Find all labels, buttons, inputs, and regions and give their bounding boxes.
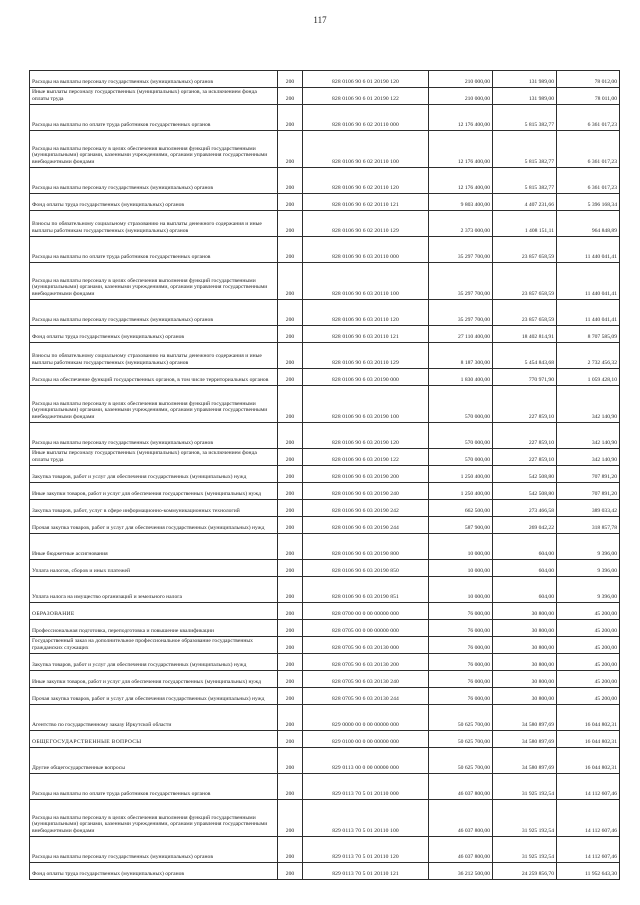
row-name: Расходы на выплаты персоналу государственных (муниципальных) органов	[30, 168, 278, 194]
row-line-code: 200	[278, 748, 303, 774]
row-approved-amount: 570 000,00	[429, 423, 493, 449]
row-unexecuted-amount: 9 396,00	[557, 534, 620, 560]
table-row	[30, 237, 620, 263]
row-name: Фонд оплаты труда государственных (муниципальных) органов	[30, 863, 278, 880]
row-line-code: 200	[278, 326, 303, 343]
row-executed-amount: 227 859,10	[493, 386, 557, 423]
row-line-code: 200	[278, 637, 303, 654]
row-executed-amount: 5 815 382,77	[493, 105, 557, 131]
row-unexecuted-amount: 16 044 802,31	[557, 748, 620, 774]
row-name: Взносы по обязательному социальному страхованию на выплаты денежного содержания и иные выплаты работникам государственных (муниципальных) органов	[30, 343, 278, 369]
table-row	[30, 560, 620, 577]
row-unexecuted-amount: 45 200,00	[557, 671, 620, 688]
row-line-code: 200	[278, 466, 303, 483]
row-executed-amount: 34 580 897,69	[493, 705, 557, 731]
row-name: Фонд оплаты труда государственных (муниципальных) органов	[30, 194, 278, 211]
row-approved-amount: 10 000,00	[429, 560, 493, 577]
row-line-code: 200	[278, 560, 303, 577]
row-approved-amount: 46 037 800,00	[429, 774, 493, 800]
row-budget-code: 829 0113 70 5 01 20110 100	[303, 800, 429, 837]
row-line-code: 200	[278, 483, 303, 500]
row-approved-amount: 10 000,00	[429, 577, 493, 603]
row-name: Иные выплаты персоналу государственных (муниципальных) органов, за исключением фонда оплаты труда	[30, 88, 278, 105]
row-name: Расходы на выплаты по оплате труда работников государственных органов	[30, 774, 278, 800]
row-name: Профессиональная подготовка, переподготовка и повышение квалификации	[30, 620, 278, 637]
row-approved-amount: 50 625 700,00	[429, 731, 493, 748]
row-unexecuted-amount: 45 200,00	[557, 637, 620, 654]
row-unexecuted-amount: 8 707 585,09	[557, 326, 620, 343]
table-row	[30, 449, 620, 466]
row-approved-amount: 76 000,00	[429, 688, 493, 705]
row-line-code: 200	[278, 449, 303, 466]
row-executed-amount: 31 925 192,54	[493, 774, 557, 800]
row-executed-amount: 5 815 382,77	[493, 168, 557, 194]
row-executed-amount: 34 580 897,69	[493, 748, 557, 774]
table-row	[30, 466, 620, 483]
row-name: Государственный заказ на дополнительное профессиональное образование государственных гражданских служащих	[30, 637, 278, 654]
row-budget-code: 828 0705 00 0 00 00000 000	[303, 620, 429, 637]
row-budget-code: 829 0100 00 0 00 00000 000	[303, 731, 429, 748]
row-line-code: 200	[278, 369, 303, 386]
row-line-code: 200	[278, 168, 303, 194]
row-name: Расходы на выплаты персоналу в целях обеспечения выполнения функций государственными (муниципальными) органами, казенными учреждениями, органами управления государственными внебюджетными фондами	[30, 800, 278, 837]
row-approved-amount: 76 000,00	[429, 637, 493, 654]
row-line-code: 200	[278, 88, 303, 105]
row-line-code: 200	[278, 837, 303, 863]
row-budget-code: 828 0106 90 6 03 20190 851	[303, 577, 429, 603]
row-budget-code: 828 0106 90 6 03 20190 122	[303, 449, 429, 466]
row-unexecuted-amount: 11 440 041,41	[557, 237, 620, 263]
row-executed-amount: 30 800,00	[493, 654, 557, 671]
row-executed-amount: 4 407 231,66	[493, 194, 557, 211]
row-line-code: 200	[278, 237, 303, 263]
row-budget-code: 828 0705 90 6 03 20130 244	[303, 688, 429, 705]
row-name: Расходы на обеспечение функций государственных органов, в том числе территориальных органов	[30, 369, 278, 386]
row-unexecuted-amount: 964 848,89	[557, 211, 620, 237]
row-unexecuted-amount: 342 140,90	[557, 423, 620, 449]
row-name: Иные бюджетные ассигнования	[30, 534, 278, 560]
row-executed-amount: 30 800,00	[493, 603, 557, 620]
row-budget-code: 828 0106 90 6 02 20110 120	[303, 168, 429, 194]
row-name: Уплата налогов, сборов и иных платежей	[30, 560, 278, 577]
row-executed-amount: 5 815 382,77	[493, 131, 557, 168]
table-row	[30, 534, 620, 560]
table-row	[30, 500, 620, 517]
row-approved-amount: 46 037 800,00	[429, 800, 493, 837]
row-approved-amount: 1 250 400,00	[429, 466, 493, 483]
row-budget-code: 829 0113 70 5 01 20110 121	[303, 863, 429, 880]
row-unexecuted-amount: 342 140,90	[557, 449, 620, 466]
row-line-code: 200	[278, 211, 303, 237]
row-unexecuted-amount: 11 440 041,41	[557, 263, 620, 300]
row-executed-amount: 542 508,80	[493, 466, 557, 483]
table-row	[30, 263, 620, 300]
row-approved-amount: 12 176 400,00	[429, 105, 493, 131]
row-line-code: 200	[278, 731, 303, 748]
row-unexecuted-amount: 14 112 607,46	[557, 774, 620, 800]
row-approved-amount: 76 000,00	[429, 620, 493, 637]
table-row	[30, 300, 620, 326]
row-budget-code: 828 0106 90 6 03 20190 242	[303, 500, 429, 517]
row-line-code: 200	[278, 603, 303, 620]
row-unexecuted-amount: 1 059 428,10	[557, 369, 620, 386]
row-unexecuted-amount: 78 012,00	[557, 71, 620, 88]
row-line-code: 200	[278, 863, 303, 880]
row-budget-code: 829 0000 00 0 00 00000 000	[303, 705, 429, 731]
row-unexecuted-amount: 6 361 017,23	[557, 168, 620, 194]
row-executed-amount: 604,00	[493, 560, 557, 577]
row-approved-amount: 587 900,00	[429, 517, 493, 534]
row-name: Иные выплаты персоналу государственных (муниципальных) органов, за исключением фонда оплаты труда	[30, 449, 278, 466]
table-row	[30, 194, 620, 211]
row-approved-amount: 8 187 300,00	[429, 343, 493, 369]
row-unexecuted-amount: 16 044 802,31	[557, 705, 620, 731]
row-name: Иные закупки товаров, работ и услуг для обеспечения государственных (муниципальных) нужд	[30, 671, 278, 688]
row-unexecuted-amount: 318 857,78	[557, 517, 620, 534]
page-number: 117	[313, 15, 327, 25]
row-budget-code: 828 0106 90 6 03 20190 200	[303, 466, 429, 483]
row-name: Расходы на выплаты по оплате труда работников государственных органов	[30, 105, 278, 131]
row-name: Расходы на выплаты по оплате труда работников государственных органов	[30, 237, 278, 263]
row-budget-code: 828 0106 90 6 03 20190 000	[303, 369, 429, 386]
row-name: Взносы по обязательному социальному страхованию на выплаты денежного содержания и иные выплаты работникам государственных (муниципальных) органов	[30, 211, 278, 237]
row-line-code: 200	[278, 705, 303, 731]
row-approved-amount: 662 500,00	[429, 500, 493, 517]
row-approved-amount: 12 176 400,00	[429, 131, 493, 168]
row-executed-amount: 1 408 151,11	[493, 211, 557, 237]
row-approved-amount: 210 000,00	[429, 71, 493, 88]
row-budget-code: 828 0106 90 6 03 20190 240	[303, 483, 429, 500]
row-line-code: 200	[278, 300, 303, 326]
row-line-code: 200	[278, 71, 303, 88]
row-approved-amount: 76 000,00	[429, 671, 493, 688]
row-name: ОБЩЕГОСУДАРСТВЕННЫЕ ВОПРОСЫ	[30, 731, 278, 748]
row-name: Фонд оплаты труда государственных (муниципальных) органов	[30, 326, 278, 343]
row-budget-code: 828 0106 90 6 01 20190 120	[303, 71, 429, 88]
row-unexecuted-amount: 389 033,42	[557, 500, 620, 517]
row-approved-amount: 46 037 800,00	[429, 837, 493, 863]
row-line-code: 200	[278, 688, 303, 705]
row-executed-amount: 269 042,22	[493, 517, 557, 534]
row-budget-code: 828 0106 90 6 03 20110 121	[303, 326, 429, 343]
row-executed-amount: 23 857 658,59	[493, 300, 557, 326]
table-row	[30, 671, 620, 688]
row-budget-code: 828 0705 90 6 03 20130 240	[303, 671, 429, 688]
row-executed-amount: 30 800,00	[493, 620, 557, 637]
row-budget-code: 828 0106 90 6 01 20190 122	[303, 88, 429, 105]
row-executed-amount: 273 466,58	[493, 500, 557, 517]
row-budget-code: 828 0106 90 6 03 20190 100	[303, 386, 429, 423]
row-name: Расходы на выплаты персоналу государственных (муниципальных) органов	[30, 71, 278, 88]
row-approved-amount: 76 000,00	[429, 654, 493, 671]
row-line-code: 200	[278, 671, 303, 688]
row-unexecuted-amount: 9 396,00	[557, 577, 620, 603]
table-row	[30, 748, 620, 774]
table-row	[30, 517, 620, 534]
row-unexecuted-amount: 14 112 607,46	[557, 837, 620, 863]
row-name: Агентство по государственному заказу Иркутской области	[30, 705, 278, 731]
row-budget-code: 828 0106 90 6 03 20110 000	[303, 237, 429, 263]
row-name: Прочая закупка товаров, работ и услуг для обеспечения государственных (муниципальных) нужд	[30, 688, 278, 705]
row-approved-amount: 10 000,00	[429, 534, 493, 560]
row-name: Закупка товаров, работ и услуг для обеспечения государственных (муниципальных) нужд	[30, 654, 278, 671]
row-unexecuted-amount: 6 361 017,23	[557, 131, 620, 168]
row-line-code: 200	[278, 343, 303, 369]
row-executed-amount: 31 925 192,54	[493, 837, 557, 863]
row-executed-amount: 23 857 658,59	[493, 263, 557, 300]
row-executed-amount: 604,00	[493, 534, 557, 560]
row-name: ОБРАЗОВАНИЕ	[30, 603, 278, 620]
row-name: Расходы на выплаты персоналу в целях обеспечения выполнения функций государственными (муниципальными) органами, казенными учреждениями, органами управления государственными внебюджетными фондами	[30, 386, 278, 423]
row-line-code: 200	[278, 263, 303, 300]
row-executed-amount: 604,00	[493, 577, 557, 603]
row-budget-code: 828 0106 90 6 03 20190 120	[303, 423, 429, 449]
row-approved-amount: 210 000,00	[429, 88, 493, 105]
table-row	[30, 386, 620, 423]
table-row	[30, 483, 620, 500]
row-budget-code: 828 0106 90 6 03 20190 850	[303, 560, 429, 577]
row-approved-amount: 35 297 700,00	[429, 300, 493, 326]
table-row	[30, 71, 620, 88]
row-unexecuted-amount: 14 112 607,46	[557, 800, 620, 837]
row-budget-code: 829 0113 00 0 00 00000 000	[303, 748, 429, 774]
row-line-code: 200	[278, 500, 303, 517]
row-approved-amount: 35 297 700,00	[429, 237, 493, 263]
row-executed-amount: 131 989,00	[493, 88, 557, 105]
row-budget-code: 828 0106 90 6 03 20110 129	[303, 343, 429, 369]
row-executed-amount: 5 454 843,68	[493, 343, 557, 369]
row-name: Уплата налога на имущество организаций и земельного налога	[30, 577, 278, 603]
row-budget-code: 829 0113 70 5 01 20110 120	[303, 837, 429, 863]
row-line-code: 200	[278, 577, 303, 603]
row-line-code: 200	[278, 800, 303, 837]
row-line-code: 200	[278, 654, 303, 671]
table-row	[30, 423, 620, 449]
row-unexecuted-amount: 9 396,00	[557, 560, 620, 577]
row-budget-code: 828 0106 90 6 02 20110 000	[303, 105, 429, 131]
row-name: Расходы на выплаты персоналу в целях обеспечения выполнения функций государственными (муниципальными) органами, казенными учреждениями, органами управления государственными внебюджетными фондами	[30, 131, 278, 168]
table-row	[30, 105, 620, 131]
row-executed-amount: 23 857 658,59	[493, 237, 557, 263]
row-approved-amount: 1 830 400,00	[429, 369, 493, 386]
row-executed-amount: 34 580 897,69	[493, 731, 557, 748]
row-executed-amount: 24 259 856,70	[493, 863, 557, 880]
row-line-code: 200	[278, 105, 303, 131]
row-name: Расходы на выплаты персоналу государственных (муниципальных) органов	[30, 300, 278, 326]
row-budget-code: 828 0106 90 6 02 20110 121	[303, 194, 429, 211]
row-approved-amount: 35 297 700,00	[429, 263, 493, 300]
row-line-code: 200	[278, 517, 303, 534]
row-approved-amount: 50 625 700,00	[429, 705, 493, 731]
row-unexecuted-amount: 45 200,00	[557, 603, 620, 620]
row-approved-amount: 570 000,00	[429, 449, 493, 466]
table-row	[30, 637, 620, 654]
row-budget-code: 828 0705 90 6 03 20130 000	[303, 637, 429, 654]
row-budget-code: 828 0106 90 6 02 20110 100	[303, 131, 429, 168]
row-unexecuted-amount: 2 732 456,32	[557, 343, 620, 369]
row-executed-amount: 542 508,80	[493, 483, 557, 500]
row-line-code: 200	[278, 131, 303, 168]
row-unexecuted-amount: 6 361 017,23	[557, 105, 620, 131]
row-unexecuted-amount: 45 200,00	[557, 654, 620, 671]
row-line-code: 200	[278, 774, 303, 800]
row-approved-amount: 76 000,00	[429, 603, 493, 620]
table-row	[30, 688, 620, 705]
row-line-code: 200	[278, 423, 303, 449]
row-budget-code: 828 0106 90 6 03 20190 800	[303, 534, 429, 560]
table-row	[30, 131, 620, 168]
row-approved-amount: 1 250 400,00	[429, 483, 493, 500]
row-executed-amount: 131 989,00	[493, 71, 557, 88]
row-budget-code: 829 0113 70 5 01 20110 000	[303, 774, 429, 800]
row-executed-amount: 30 800,00	[493, 688, 557, 705]
row-line-code: 200	[278, 534, 303, 560]
row-budget-code: 828 0106 90 6 03 20110 100	[303, 263, 429, 300]
row-name: Иные закупки товаров, работ и услуг для обеспечения государственных (муниципальных) нужд	[30, 483, 278, 500]
row-executed-amount: 227 859,10	[493, 423, 557, 449]
table-row	[30, 800, 620, 837]
row-approved-amount: 12 176 400,00	[429, 168, 493, 194]
table-row	[30, 731, 620, 748]
row-line-code: 200	[278, 194, 303, 211]
table-row	[30, 837, 620, 863]
table-row	[30, 211, 620, 237]
row-budget-code: 828 0106 90 6 03 20110 120	[303, 300, 429, 326]
row-name: Закупка товаров, работ, услуг в сфере информационно-коммуникационных технологий	[30, 500, 278, 517]
row-name: Закупка товаров, работ и услуг для обеспечения государственных (муниципальных) нужд	[30, 466, 278, 483]
table-row	[30, 774, 620, 800]
budget-execution-table	[29, 70, 620, 880]
row-executed-amount: 30 800,00	[493, 671, 557, 688]
row-budget-code: 828 0700 00 0 00 00000 000	[303, 603, 429, 620]
row-unexecuted-amount: 16 044 802,31	[557, 731, 620, 748]
row-name: Расходы на выплаты персоналу государственных (муниципальных) органов	[30, 837, 278, 863]
table-row	[30, 369, 620, 386]
table-row	[30, 863, 620, 880]
row-executed-amount: 227 859,10	[493, 449, 557, 466]
row-unexecuted-amount: 45 200,00	[557, 620, 620, 637]
row-executed-amount: 18 402 814,91	[493, 326, 557, 343]
table-row	[30, 88, 620, 105]
row-name: Расходы на выплаты персоналу государственных (муниципальных) органов	[30, 423, 278, 449]
row-unexecuted-amount: 707 891,20	[557, 466, 620, 483]
table-row	[30, 705, 620, 731]
row-approved-amount: 2 373 000,00	[429, 211, 493, 237]
row-budget-code: 828 0106 90 6 03 20190 244	[303, 517, 429, 534]
row-approved-amount: 50 625 700,00	[429, 748, 493, 774]
table-row	[30, 654, 620, 671]
row-approved-amount: 27 110 400,00	[429, 326, 493, 343]
row-line-code: 200	[278, 620, 303, 637]
row-name: Другие общегосударственные вопросы	[30, 748, 278, 774]
row-unexecuted-amount: 11 440 041,41	[557, 300, 620, 326]
row-approved-amount: 9 803 400,00	[429, 194, 493, 211]
row-unexecuted-amount: 11 952 643,30	[557, 863, 620, 880]
row-approved-amount: 570 000,00	[429, 386, 493, 423]
row-unexecuted-amount: 342 140,90	[557, 386, 620, 423]
table-row	[30, 326, 620, 343]
row-name: Расходы на выплаты персоналу в целях обеспечения выполнения функций государственными (муниципальными) органами, казенными учреждениями, органами управления государственными внебюджетными фондами	[30, 263, 278, 300]
row-name: Прочая закупка товаров, работ и услуг для обеспечения государственных (муниципальных) нужд	[30, 517, 278, 534]
row-unexecuted-amount: 707 891,20	[557, 483, 620, 500]
row-budget-code: 828 0106 90 6 02 20110 129	[303, 211, 429, 237]
row-unexecuted-amount: 45 200,00	[557, 688, 620, 705]
row-executed-amount: 30 800,00	[493, 637, 557, 654]
table-row	[30, 343, 620, 369]
row-unexecuted-amount: 78 011,00	[557, 88, 620, 105]
row-unexecuted-amount: 5 396 168,34	[557, 194, 620, 211]
row-executed-amount: 31 925 192,54	[493, 800, 557, 837]
table-row	[30, 577, 620, 603]
row-approved-amount: 36 212 500,00	[429, 863, 493, 880]
row-executed-amount: 770 971,90	[493, 369, 557, 386]
row-budget-code: 828 0705 90 6 03 20130 200	[303, 654, 429, 671]
table-row	[30, 603, 620, 620]
table-row	[30, 620, 620, 637]
row-line-code: 200	[278, 386, 303, 423]
table-row	[30, 168, 620, 194]
